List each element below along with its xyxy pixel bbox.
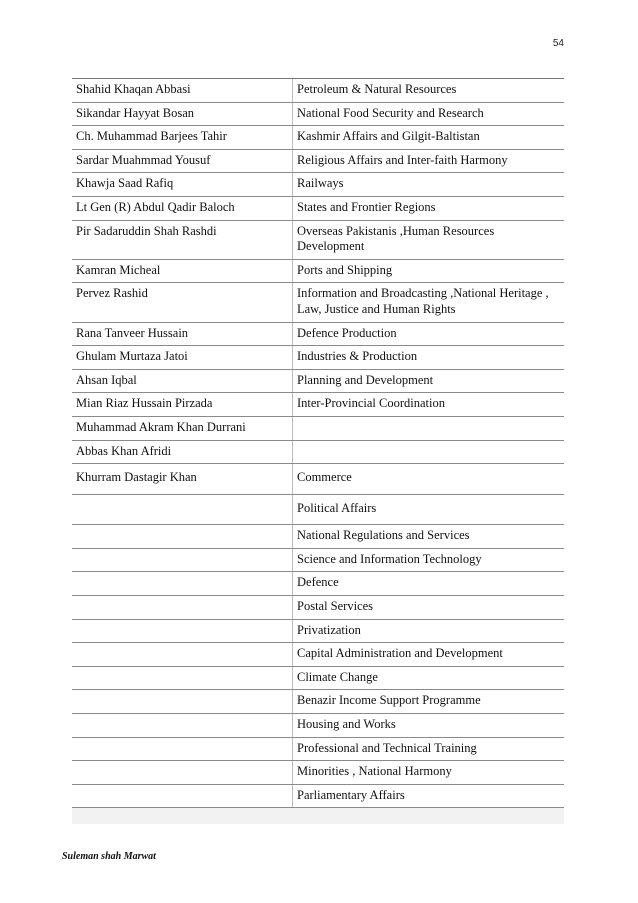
minister-name: Kamran Micheal [72,260,293,283]
ministry-portfolio: States and Frontier Regions [297,199,436,214]
shaded-footer-band [72,808,564,824]
ministry-portfolio: Industries & Production [297,349,418,364]
ministry-portfolio [293,417,564,440]
ministry-portfolio: Capital Administration and Development [297,646,503,661]
table-row [72,495,564,526]
minister-name: Shahid Khaqan Abbasi [72,79,293,102]
footer-author: Suleman shah Marwat [62,851,156,862]
table-row [72,464,564,495]
table-row [72,525,564,549]
minister-name: Pir Sadaruddin Shah Rashdi [72,221,293,259]
minister-name: Muhammad Akram Khan Durrani [72,417,293,440]
minister-name: Khawja Saad Rafiq [72,173,293,196]
ministry-portfolio: Defence Production [297,325,397,340]
ministry-portfolio: Political Affairs [297,500,377,515]
minister-name: Abbas Khan Afridi [72,441,293,464]
ministry-portfolio: Science and Information Technology [297,551,482,566]
table-row [72,667,564,691]
ministry-portfolio: Ports and Shipping [297,262,393,277]
ministry-portfolio: Inter-Provincial Coordination [297,396,445,411]
table-row [72,126,564,150]
ministry-portfolio: National Food Security and Research [297,105,484,120]
minister-name: Ghulam Murtaza Jatoi [72,346,293,369]
table-row [72,103,564,127]
table-row [72,221,564,260]
ministry-portfolio: Railways [297,176,344,191]
ministry-portfolio: Climate Change [297,669,378,684]
table-row [72,150,564,174]
minister-name: Sardar Muahmmad Yousuf [72,150,293,173]
table-row [72,393,564,417]
ministry-portfolio: Housing and Works [297,717,396,732]
minister-name: Ch. Muhammad Barjees Tahir [72,126,293,149]
table-row [72,572,564,596]
table-row [72,596,564,620]
minister-name [72,596,293,619]
minister-name [72,525,293,548]
minister-name [72,785,293,808]
table-row [72,690,564,714]
minister-name [72,549,293,572]
table-row [72,761,564,785]
minister-name [72,495,293,525]
table-row [72,370,564,394]
minister-name: Khurram Dastagir Khan [72,464,293,494]
minister-name: Lt Gen (R) Abdul Qadir Baloch [72,197,293,220]
ministry-portfolio: Religious Affairs and Inter-faith Harmony [297,152,508,167]
minister-name: Ahsan Iqbal [72,370,293,393]
table-row [72,714,564,738]
ministry-portfolio: Planning and Development [297,372,434,387]
minister-name: Pervez Rashid [72,283,293,321]
table-row [72,643,564,667]
table-row [72,173,564,197]
ministry-portfolio: Parliamentary Affairs [297,787,405,802]
minister-name [72,667,293,690]
table-row [72,549,564,573]
minister-name [72,761,293,784]
minister-name: Mian Riaz Hussain Pirzada [72,393,293,416]
table-row [72,260,564,284]
table-row [72,283,564,322]
ministry-portfolio: Minorities , National Harmony [297,764,452,779]
table-row [72,441,564,465]
minister-name: Rana Tanveer Hussain [72,323,293,346]
table-row [72,785,564,809]
table-row [72,417,564,441]
ministry-portfolio: Overseas Pakistanis ,Human Resources Development [297,223,495,254]
minister-name [72,714,293,737]
ministry-portfolio: Privatization [297,622,361,637]
table-row [72,346,564,370]
table-row [72,197,564,221]
table-row [72,323,564,347]
minister-name [72,620,293,643]
ministry-portfolio: Benazir Income Support Programme [297,693,481,708]
ministry-portfolio [293,441,564,464]
table-row [72,79,564,103]
minister-name [72,690,293,713]
ministry-portfolio: Postal Services [297,599,374,614]
ministry-portfolio: Information and Broadcasting ,National Heritage , Law, Justice and Human Rights [297,286,549,316]
ministry-portfolio: Professional and Technical Training [297,740,477,755]
minister-name [72,572,293,595]
table-row [72,738,564,762]
minister-name: Sikandar Hayyat Bosan [72,103,293,126]
ministry-portfolio: Petroleum & Natural Resources [297,82,457,96]
ministers-table [72,78,564,808]
ministry-portfolio: National Regulations and Services [297,528,470,543]
ministry-portfolio: Kashmir Affairs and Gilgit-Baltistan [297,129,480,144]
minister-name [72,643,293,666]
page-number: 54 [552,38,564,49]
ministry-portfolio: Commerce [297,470,352,485]
minister-name [72,738,293,761]
ministry-portfolio: Defence [297,575,339,590]
table-row [72,620,564,644]
